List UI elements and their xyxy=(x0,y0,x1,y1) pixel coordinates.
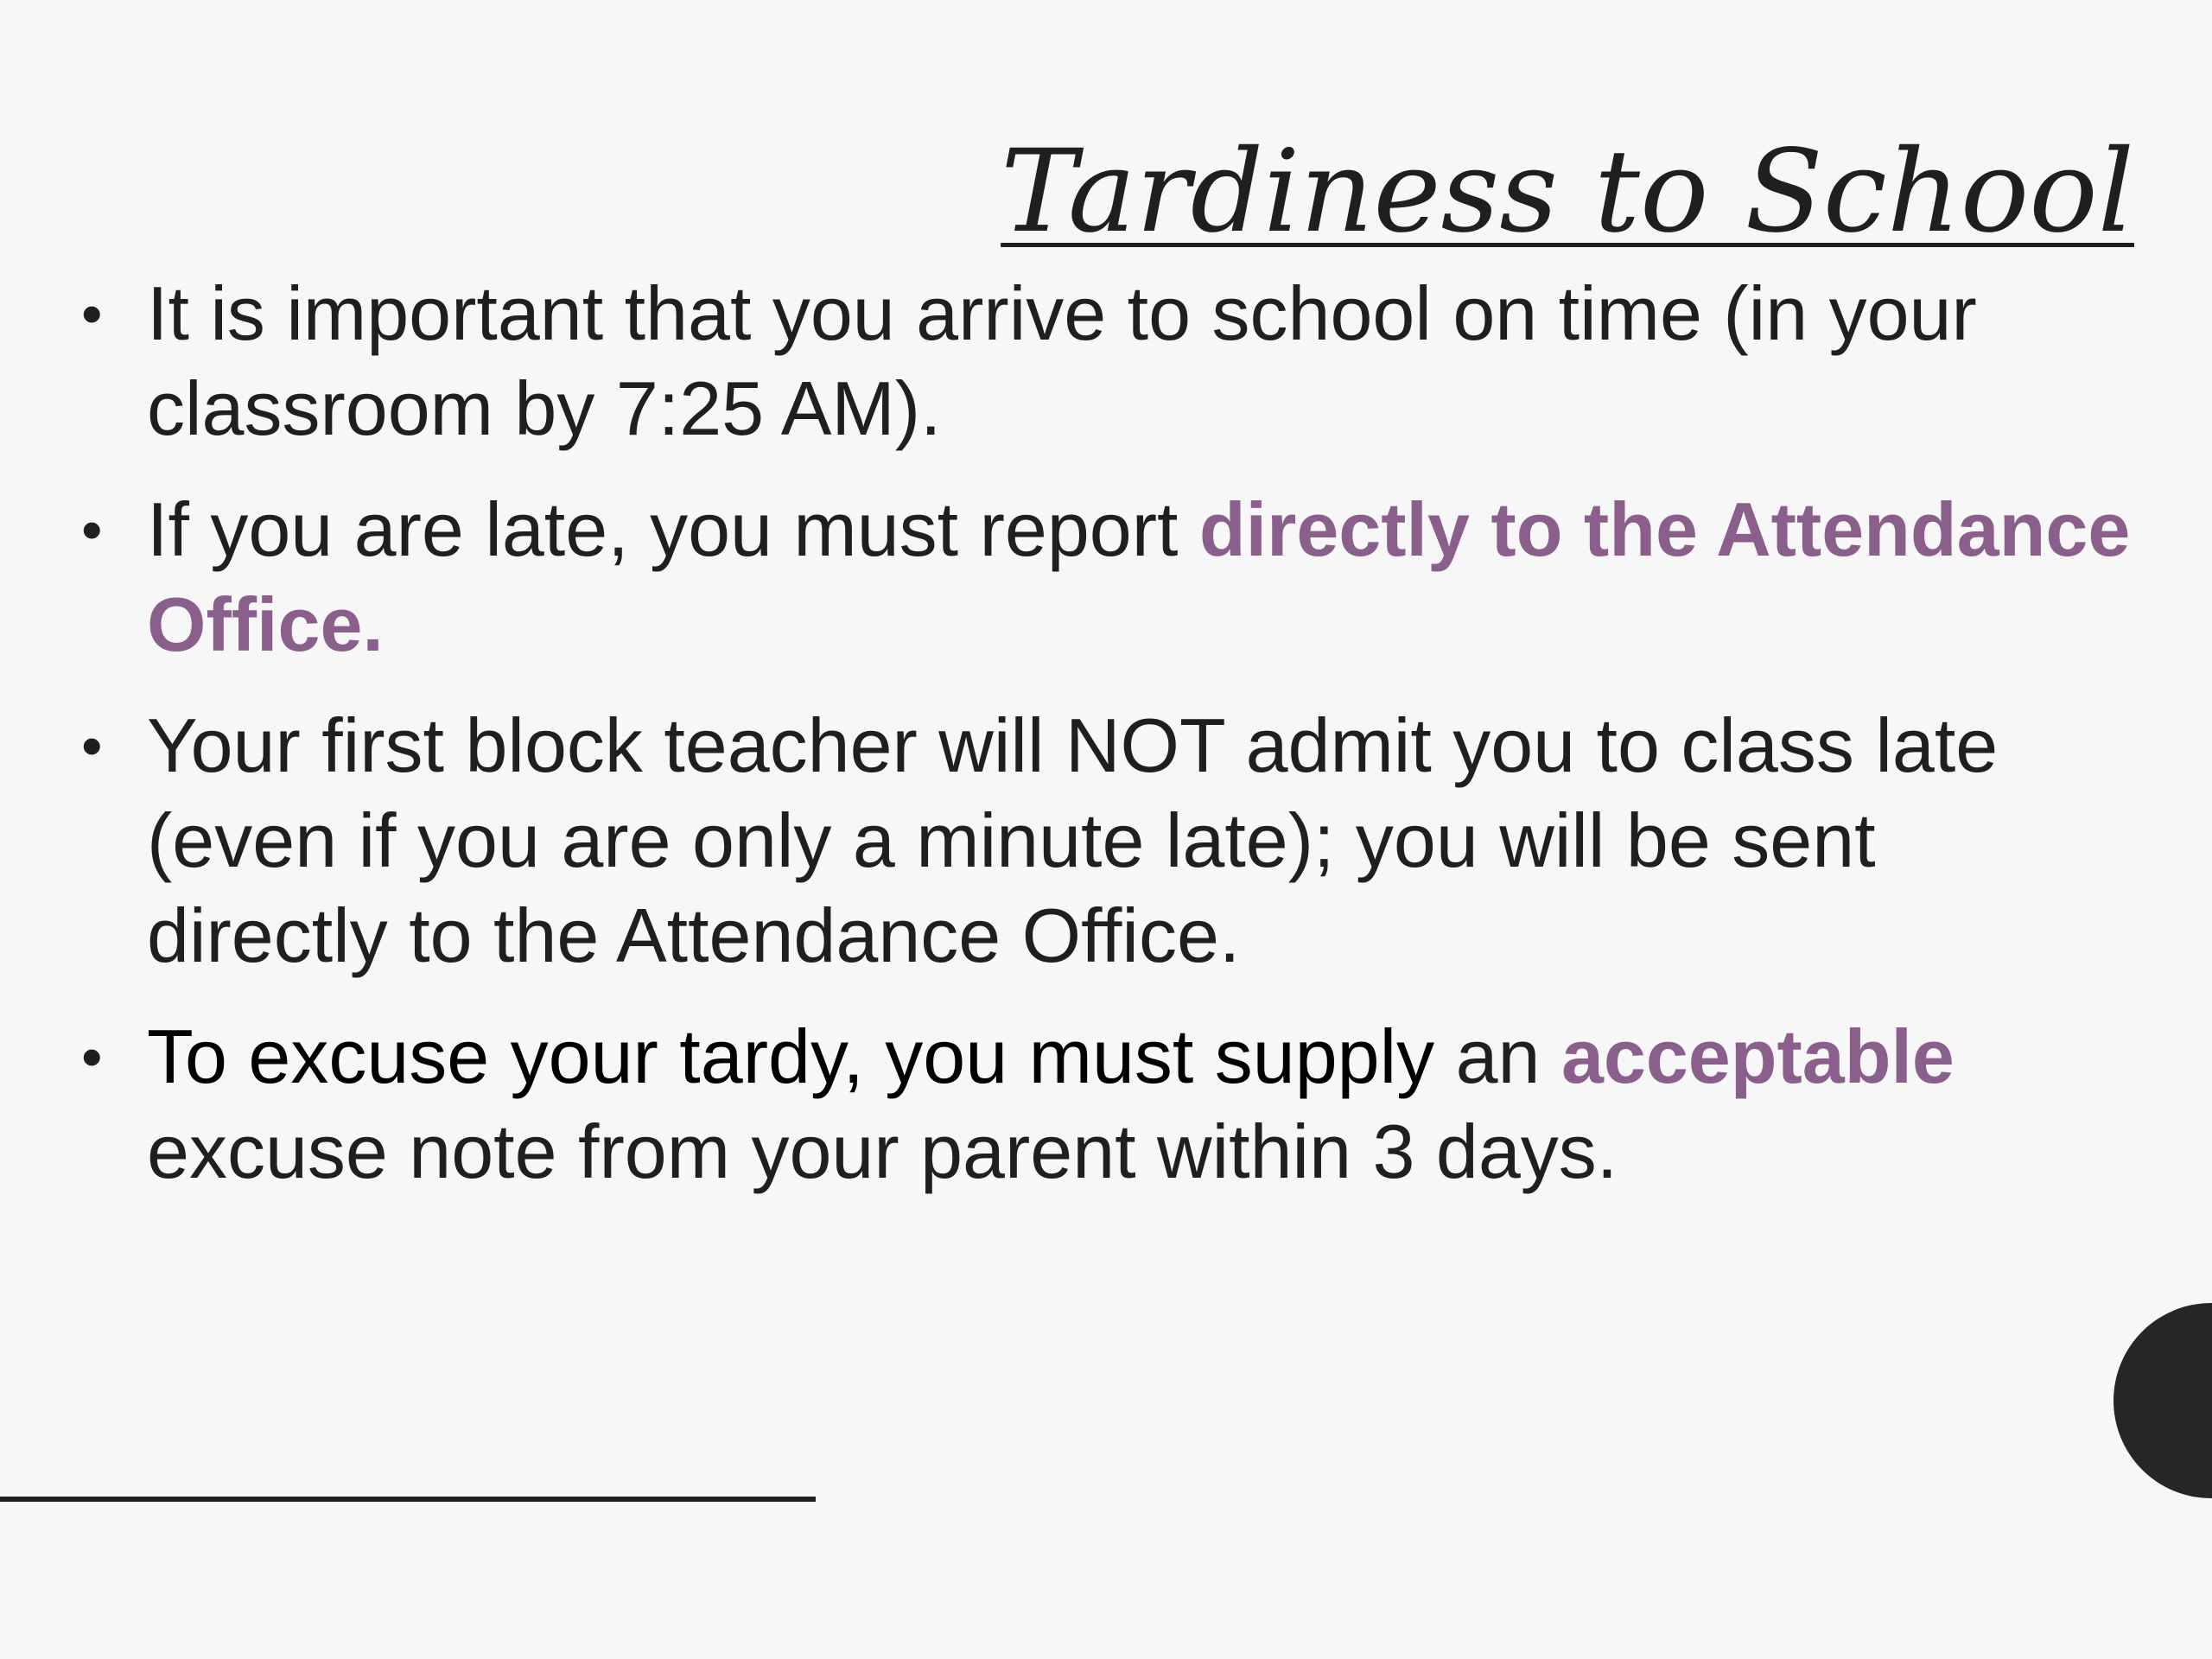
bullet-dot-icon: • xyxy=(81,496,103,563)
bullet-item-excuse-note xyxy=(76,1009,2133,1199)
bullet-dot-icon: • xyxy=(81,1023,103,1090)
bullet-item-first-block xyxy=(76,698,2133,983)
decorative-rule xyxy=(0,1497,816,1502)
bullet-text: If you are late, you must report xyxy=(147,486,1199,572)
bullet-emphasis: acceptable xyxy=(1560,1014,1955,1099)
bullet-emphasis: directly to the Attendance Office. xyxy=(147,486,2131,667)
bullet-text: Your first block teacher will NOT admit you to class late (even if you are only a minute late); you will be sent directly to the Attendance Office. xyxy=(147,702,1999,978)
bullet-dot-icon: • xyxy=(81,280,103,347)
bullet-text: an xyxy=(1434,1014,1561,1099)
bullet-dot-icon: • xyxy=(81,712,103,779)
bullet-item-arrival xyxy=(76,266,2133,456)
slide-title: Tardiness to School xyxy=(1001,125,2134,258)
bullet-item-late-report xyxy=(76,482,2133,672)
bullet-text: It is important that you arrive to school on time (in your classroom by 7:25 AM). xyxy=(147,270,1977,451)
bullet-list xyxy=(76,266,2133,1225)
bullet-text: excuse note from your parent within 3 days. xyxy=(147,1109,1618,1194)
bullet-text: To excuse your tardy, you must supply xyxy=(147,1014,1435,1099)
decorative-circle xyxy=(2113,1303,2212,1498)
